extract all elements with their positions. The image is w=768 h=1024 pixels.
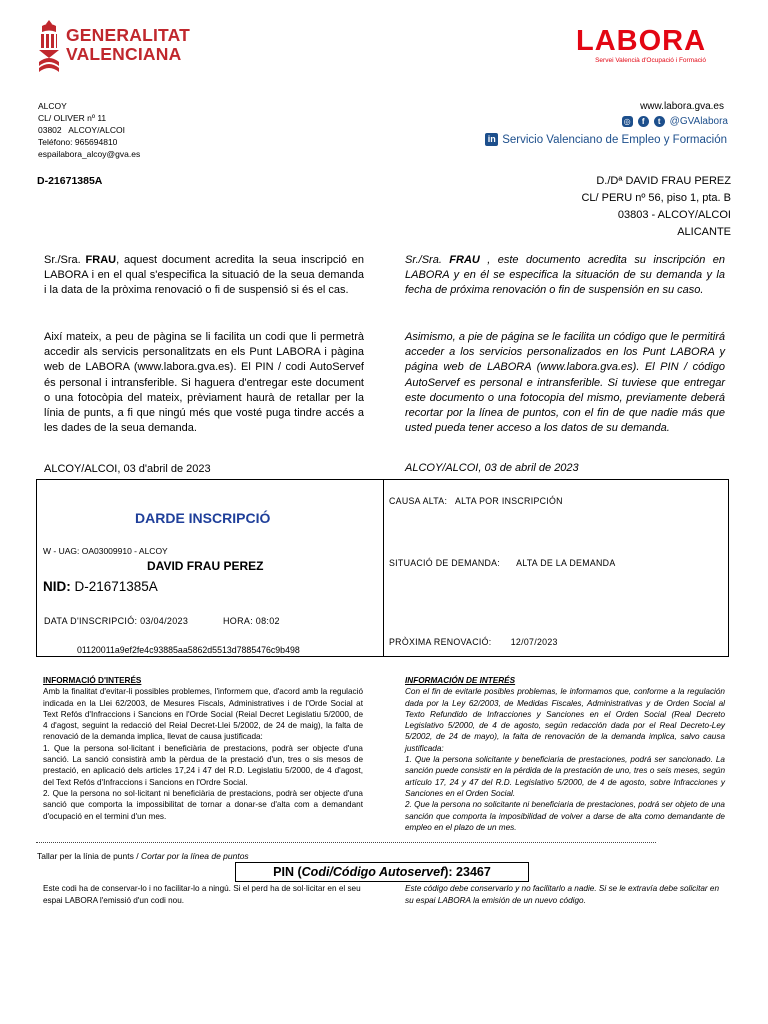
recipient-line3: 03803 - ALCOY/ALCOI bbox=[617, 209, 731, 221]
generalitat-crest-icon bbox=[36, 18, 62, 74]
social-handle[interactable]: @GVAlabora bbox=[669, 116, 728, 127]
darde-uag: W - UAG: OA03009910 - ALCOY bbox=[43, 546, 168, 556]
instagram-icon[interactable]: ◎ bbox=[622, 116, 633, 127]
info-va-p1: Amb la finalitat d'evitar-li possibles problemes, l'informem que, d'acord amb la regulació indicada en la Llei 62/2003, de Mesures Fiscals, Administratives i de l'Orde Social at Text Refós d'Infraccions i Sancions en l'Orde Social (Reial Decret Legislatiu 5/2000, de 4 d'agost, seguint la redacció del Reial Decret-Llei 5/2002, de 24 de maig), la falta de renovació de la demanda implica, llevat de causa justificada: bbox=[43, 687, 363, 742]
social-links bbox=[622, 116, 728, 127]
gv-line2: VALENCIANA bbox=[66, 44, 182, 64]
darde-divider bbox=[383, 480, 384, 656]
letter-es-name: FRAU bbox=[449, 254, 480, 266]
linkedin-text: Servicio Valenciano de Empleo y Formación bbox=[502, 133, 727, 146]
facebook-icon[interactable]: f bbox=[638, 116, 649, 127]
letter-es-date: ALCOY/ALCOI, 03 de abril de 2023 bbox=[405, 462, 579, 474]
office-line1: ALCOY bbox=[38, 101, 67, 111]
labora-logo bbox=[576, 26, 706, 65]
gv-line1: GENERALITAT bbox=[66, 25, 191, 45]
footer-note-es: Este código debe conservarlo y no facilitarlo a nadie. Si se le extravía debe solicitar en su espai LABORA la emisión de un nuevo código. bbox=[405, 884, 720, 905]
pin-box bbox=[235, 862, 529, 882]
info-va-heading: INFORMACIÓ D'INTERÉS bbox=[43, 676, 142, 685]
info-es-p3: 2. Que la persona no solicitante ni beneficiaria de prestaciones, podrá ser objeto de una sanción que comporta la imposibilidad de volver a darse de alta como demandante de empleo en el plazo de un mes. bbox=[405, 800, 725, 832]
darde-name: DAVID FRAU PEREZ bbox=[147, 559, 264, 573]
labora-subtitle: Servei Valencià d'Ocupació i Formació bbox=[595, 57, 707, 64]
darde-title: DARDE INSCRIPCIÓ bbox=[135, 510, 271, 526]
recipient-line2: CL/ PERU nº 56, piso 1, pta. B bbox=[581, 192, 731, 204]
info-va-p3: 2. Que la persona no sol·licitant ni beneficiària de prestacions, podrà ser objecte d'una sanció que comporta la impossibilitat de tornar a donar-se d'alta com a demandant d'ocupació en el termini d'un mes. bbox=[43, 788, 363, 821]
info-es bbox=[405, 675, 725, 833]
pin-value: ): 23467 bbox=[444, 865, 491, 879]
recipient-line4: ALICANTE bbox=[677, 226, 731, 238]
footer-note-va: Este codi ha de conservar-lo i no facilitar-lo a ningú. Si el perd ha de sol·licitar en el seu espai LABORA l'emissió d'un codi nou. bbox=[43, 884, 361, 905]
letter-es-p2: Asimismo, a pie de página se le facilita un código que le permitirá acceder a los servicios personalizados en los Punt LABORA y página web de LABORA (www.labora.gva.es). El PIN / código AutoServef es personal e intransferible. Si tuviese que entregar este documento o una fotocopia del mismo, previamente deberá recortar por la línea de puntos, con el fin de que nadie más que usted pueda tener acceso a los datos de su demanda. bbox=[405, 331, 725, 435]
darde-causa: CAUSA ALTA: ALTA POR INSCRIPCIÓN bbox=[389, 496, 563, 506]
info-va-p2: 1. Que la persona sol·licitant i beneficiària de prestacions, podrà ser objecte d'una sanció. La sanció consistirà amb la pèrdua de la prestació d'un, tres o sis mesos de prestació, en aplicació dels articles 17,24 i 47 del R.D. Legislatiu 5/2000, de 4 d'agost, del Text Refós d'Infraccions i Sancions en l'Ordre Social. bbox=[43, 743, 363, 787]
darde-hash: 01120011a9ef2fe4c93885aa5862d5513d7885476c9b498 bbox=[77, 645, 300, 655]
generalitat-logo bbox=[36, 18, 191, 76]
info-es-heading: INFORMACIÓN DE INTERÉS bbox=[405, 676, 516, 685]
darde-inscription-date: DATA D'INSCRIPCIÓ: 03/04/2023 bbox=[44, 616, 189, 626]
office-line5: espailabora_alcoy@gva.es bbox=[38, 149, 141, 159]
letter-va-p2: Així mateix, a peu de pàgina se li facilita un codi que li permetrà accedir als servicis personalitzats en els Punt LABORA i pàgina web de LABORA (www.labora.gva.es). El PIN / codi AutoServef és personal i intransferible. Si haguera d'entregar este document o una fotocòpia del mateix, prèviament haurà de retallar per la línia de punts, a fi que ningú més que vosté puga tindre accés a les dades de la seua demanda. bbox=[44, 331, 364, 435]
office-address bbox=[38, 100, 140, 160]
cut-instruction bbox=[37, 851, 249, 861]
cut-line bbox=[36, 842, 656, 843]
info-va bbox=[43, 675, 363, 822]
labora-title: LABORA bbox=[576, 25, 707, 57]
darde-nid-label: NID: bbox=[43, 579, 71, 594]
office-line2: CL/ OLIVER nº 11 bbox=[38, 113, 107, 123]
linkedin-icon: in bbox=[485, 133, 498, 146]
pin-pre: PIN ( bbox=[273, 865, 302, 879]
twitter-icon[interactable]: t bbox=[654, 116, 665, 127]
recipient-line1: D./Dª DAVID FRAU PEREZ bbox=[596, 175, 731, 187]
linkedin-link[interactable] bbox=[485, 133, 727, 146]
darde-nid-value: D-21671385A bbox=[70, 579, 158, 594]
letter-va-name: FRAU bbox=[85, 254, 117, 266]
darde-hour: HORA: 08:02 bbox=[223, 616, 280, 626]
letter-es-p1-pre: Sr./Sra. bbox=[405, 254, 450, 266]
darde-box bbox=[36, 479, 729, 657]
recipient-address bbox=[581, 173, 731, 241]
letter-es-p1 bbox=[405, 253, 725, 299]
letter-va-date: ALCOY/ALCOI, 03 d'abril de 2023 bbox=[44, 463, 211, 475]
document-id: D-21671385A bbox=[37, 175, 103, 187]
office-line3: 03802 ALCOY/ALCOI bbox=[38, 125, 125, 135]
letter-va-p1-post: , aquest document acredita la seua inscripció en LABORA i en el qual s'especifica la situació de la seua demanda i la data de la pròxima renovació o fi de suspensió si és el cas. bbox=[44, 254, 364, 297]
darde-nid bbox=[43, 579, 158, 594]
website-link[interactable]: www.labora.gva.es bbox=[640, 101, 724, 112]
cut-instruction-va: Tallar per la línia de punts / bbox=[37, 851, 141, 861]
cut-instruction-es: Cortar por la línea de puntos bbox=[140, 851, 249, 861]
info-es-p1: Con el fin de evitarle posibles problemas, le informamos que, conforme a la regulación dada por la Ley 62/2003, de Medidas Fiscales, Administrativas y de Orden Social al Texto Refundido de Infracciones y Sanciones en el Orden Social (Real Decreto Legislativo 5/2000, de 4 de agosto, según redacción dada por el Real Decreto-Ley 5/2002, de 24 de mayo), la falta de renovación de la demanda implica, salvo causa justificada: bbox=[405, 687, 725, 753]
letter-es-p1-post: , este documento acredita su inscripción en LABORA y en él se especifica la situación de su demanda y la fecha de próxima renovación o fin de suspensión en su caso. bbox=[405, 254, 725, 297]
letter-va-p1-pre: Sr./Sra. bbox=[44, 254, 86, 266]
office-line4: Teléfono: 965694810 bbox=[38, 137, 118, 147]
letter-va-p1 bbox=[44, 253, 364, 299]
darde-renovacio: PRÒXIMA RENOVACIÓ: 12/07/2023 bbox=[389, 637, 558, 647]
info-es-p2: 1. Que la persona solicitante y beneficiaria de prestaciones, podrá ser sancionado. La sanción puede consistir en la pérdida de la prestación de uno, tres o seis meses, según artículo 17, 24 y 47 del R.D. Legislativo 5/2000, de 4 de agosto, sobre Infracciones y Sanciones en el Orden Social. bbox=[405, 755, 725, 798]
pin-label: Codi/Código Autoservef bbox=[301, 865, 445, 879]
darde-situacio: SITUACIÓ DE DEMANDA: ALTA DE LA DEMANDA bbox=[389, 558, 616, 568]
